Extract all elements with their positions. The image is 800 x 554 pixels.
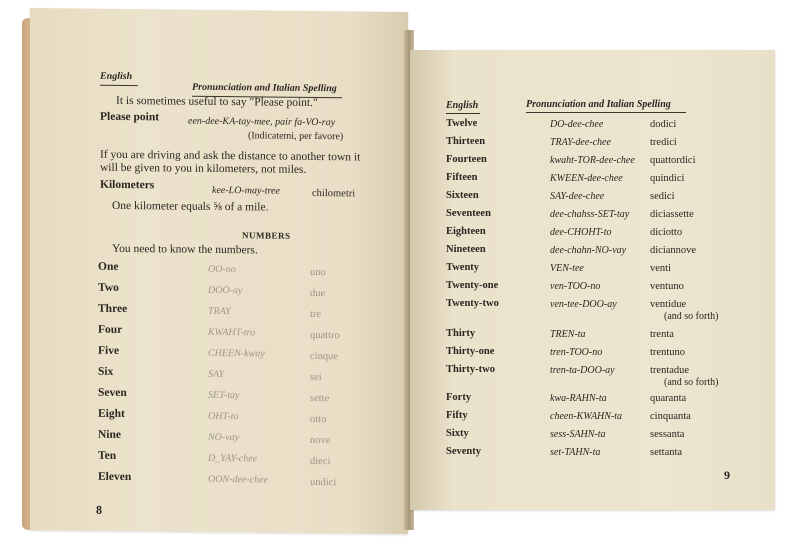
row-english: Eleven <box>98 470 132 484</box>
header-pronunciation: Pronunciation and Italian Spelling <box>526 99 671 110</box>
right-page <box>410 50 775 510</box>
row-pron: dee-chahss-SET-tay <box>550 209 630 220</box>
row-note: (and so forth) <box>664 311 719 322</box>
row-note: (and so forth) <box>664 377 719 388</box>
row-pron: D_YAY-chee <box>208 452 258 465</box>
page-number-left: 8 <box>96 502 102 517</box>
row-english: Nine <box>98 428 121 441</box>
row-italian: cinquanta <box>650 411 691 422</box>
row-italian: sei <box>310 371 322 384</box>
row-english: Twenty-two <box>446 298 499 309</box>
row-pron: NO-vay <box>208 431 240 444</box>
row-pron: ven-tee-DOO-ay <box>550 299 617 310</box>
row-english: Thirteen <box>446 136 486 147</box>
row-italian: cinque <box>310 350 338 363</box>
row-italian: ventuno <box>650 281 684 292</box>
row-pron: cheen-KWAHN-ta <box>550 411 623 422</box>
row-pron: dee-CHOHT-to <box>550 227 612 238</box>
row-english: Seventy <box>446 446 481 457</box>
driving-line-2: will be given to you in kilometers, not miles. <box>100 161 307 176</box>
row-italian: undici <box>310 476 337 489</box>
row-pron: DOO-ay <box>208 284 243 297</box>
row-english: Seven <box>98 386 127 400</box>
row-pron: KWAHT-tro <box>208 326 256 339</box>
row-english: Four <box>98 323 123 336</box>
row-italian: nove <box>310 434 331 447</box>
row-english: One <box>98 260 119 273</box>
row-english: Seventeen <box>446 208 491 219</box>
row-italian: tre <box>310 308 322 321</box>
header-pronunciation: Pronunciation and Italian Spelling <box>192 81 337 95</box>
kilometers-english: Kilometers <box>100 178 155 192</box>
row-italian: settanta <box>650 447 683 458</box>
header-underline <box>526 112 686 113</box>
row-english: Forty <box>446 392 472 403</box>
row-italian: trentadue <box>650 365 690 376</box>
row-italian: sette <box>310 392 330 405</box>
row-english: Ten <box>98 449 117 462</box>
row-english: Twelve <box>446 118 478 129</box>
row-pron: tren-ta-DOO-ay <box>550 365 615 376</box>
row-italian: quattordici <box>650 155 696 166</box>
header-english: English <box>446 100 479 111</box>
row-pron: kwaht-TOR-dee-chee <box>550 155 635 166</box>
numbers-intro: You need to know the numbers. <box>112 242 258 257</box>
row-english: Fourteen <box>446 154 487 165</box>
row-english: Thirty-two <box>446 364 495 375</box>
row-pron: OO-no <box>208 263 236 276</box>
row-pron: SET-tay <box>208 389 240 402</box>
row-english: Sixty <box>446 428 469 439</box>
row-pron: tren-TOO-no <box>550 347 603 358</box>
row-italian: diciassette <box>650 209 694 220</box>
row-italian: diciannove <box>650 245 697 256</box>
row-italian: uno <box>310 266 326 279</box>
row-pron: SAY <box>208 368 225 381</box>
row-italian: trenta <box>650 329 674 340</box>
row-italian: sedici <box>650 191 675 202</box>
row-english: Thirty-one <box>446 346 495 357</box>
row-pron: VEN-tee <box>550 263 584 274</box>
please-point-italian: (Indicatemi, per favore) <box>248 130 344 143</box>
row-english: Three <box>98 302 128 316</box>
row-english: Twenty-one <box>446 280 499 291</box>
row-pron: DO-dee-chee <box>550 119 604 130</box>
row-italian: tredici <box>650 137 677 148</box>
row-english: Five <box>98 344 120 357</box>
numbers-heading: NUMBERS <box>242 230 291 241</box>
row-pron: TRAY-dee-chee <box>550 137 611 148</box>
row-pron: CHEEN-kway <box>208 347 265 360</box>
row-pron: TRAY <box>208 305 231 318</box>
row-pron: OHT-to <box>208 410 239 423</box>
row-pron: dee-chahn-NO-vay <box>550 245 627 256</box>
row-english: Twenty <box>446 262 480 273</box>
kilometers-italian: chilometri <box>312 187 356 200</box>
header-underline <box>100 85 138 86</box>
driving-line-1: If you are driving and ask the distance to another town it <box>100 148 361 164</box>
row-italian: due <box>310 287 326 300</box>
row-italian: sessanta <box>650 429 685 440</box>
row-italian: quindici <box>650 173 685 184</box>
row-pron: ven-TOO-no <box>550 281 601 292</box>
please-point-english: Please point <box>100 110 160 124</box>
row-italian: quaranta <box>650 393 687 404</box>
row-english: Eighteen <box>446 226 486 237</box>
row-english: Six <box>98 365 114 378</box>
page-number-right: 9 <box>724 468 730 482</box>
row-english: Thirty <box>446 328 476 339</box>
row-italian: diciotto <box>650 227 683 238</box>
row-english: Fifteen <box>446 172 478 183</box>
header-underline <box>446 113 480 114</box>
row-italian: quattro <box>310 329 340 342</box>
row-pron: KWEEN-dee-chee <box>550 173 623 184</box>
row-italian: trentuno <box>650 347 685 358</box>
row-italian: ventidue <box>650 299 687 310</box>
row-english: Two <box>98 281 119 294</box>
header-english: English <box>100 70 133 83</box>
row-italian: venti <box>650 263 671 274</box>
row-english: Sixteen <box>446 190 479 201</box>
km-note: One kilometer equals ⅝ of a mile. <box>112 199 269 214</box>
left-page <box>30 8 408 534</box>
row-pron: set-TAHN-ta <box>550 447 601 458</box>
kilometers-pron: kee-LO-may-tree <box>212 184 280 197</box>
row-pron: sess-SAHN-ta <box>550 429 606 440</box>
row-italian: dodici <box>650 119 677 130</box>
please-point-pron: een-dee-KA-tay-mee, pair fa-VO-ray <box>188 115 336 129</box>
row-italian: otto <box>310 413 327 426</box>
row-english: Fifty <box>446 410 468 421</box>
intro-text: It is sometimes useful to say "Please point." <box>116 94 318 110</box>
row-english: Nineteen <box>446 244 486 255</box>
row-pron: TREN-ta <box>550 329 586 340</box>
row-pron: SAY-dee-chee <box>550 191 605 202</box>
row-italian: dieci <box>310 455 331 468</box>
row-english: Eight <box>98 407 125 421</box>
row-pron: OON-dee-chee <box>208 473 268 486</box>
row-pron: kwa-RAHN-ta <box>550 393 607 404</box>
